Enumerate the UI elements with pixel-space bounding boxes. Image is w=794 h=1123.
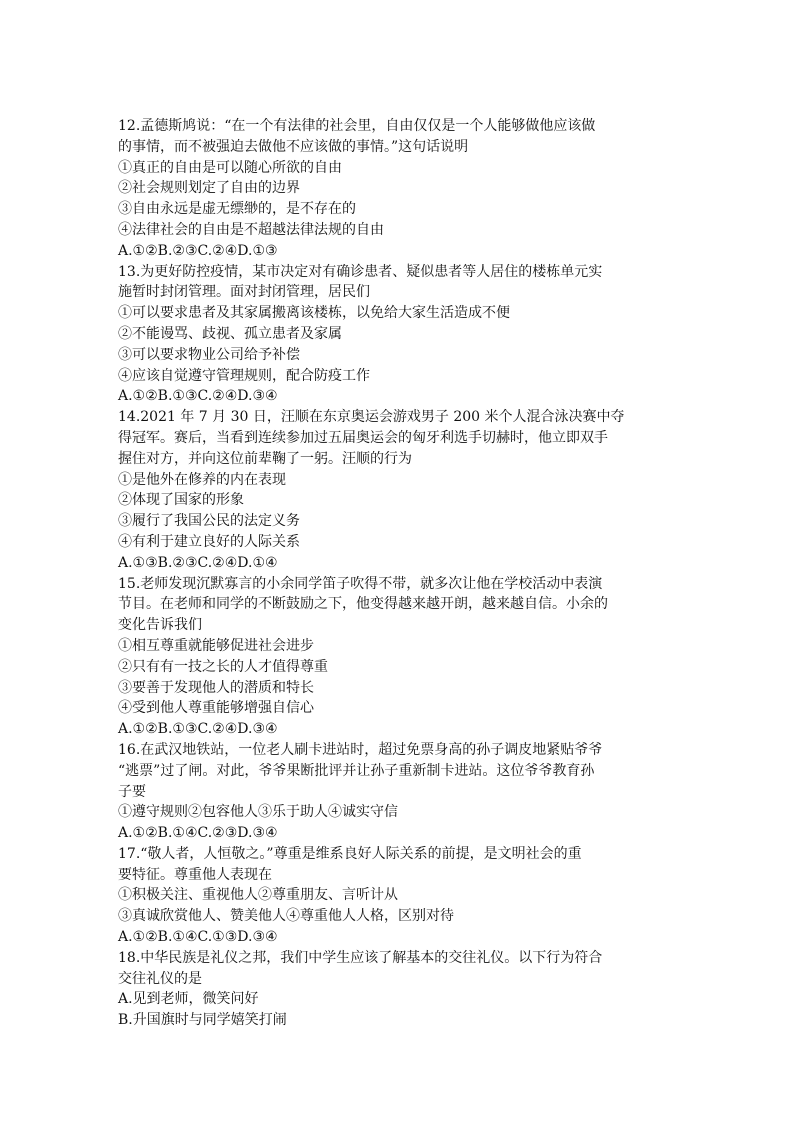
question-14-option-1: ①是他外在修养的内在表现 (118, 471, 286, 488)
question-14-answers: A.①③B.②③C.②④D.①④ (118, 554, 278, 571)
question-12-stem-line-2: 的事情，而不被强迫去做他不应该做的事情。”这句话说明 (118, 138, 469, 155)
question-12-option-1: ①真正的自由是可以随心所欲的自由 (118, 159, 342, 176)
question-12-option-2: ②社会规则划定了自由的边界 (118, 180, 300, 197)
question-15 (118, 574, 678, 740)
question-14-stem-line-1: 14.2021 年 7 月 30 日，汪顺在东京奥运会游戏男子 200 米个人混合泳决赛中夺 (118, 409, 625, 426)
question-17-stem-line-1: 17.“敬人者，人恒敬之。”尊重是维系良好人际关系的前提，是文明社会的重 (118, 845, 582, 862)
question-13-option-2: ②不能谩骂、歧视、孤立患者及家属 (118, 325, 342, 342)
question-15-stem-line-3: 变化告诉我们 (118, 617, 202, 634)
question-14-option-3: ③履行了我国公民的法定义务 (118, 513, 300, 530)
question-12-answers: A.①②B.②③C.②④D.①③ (118, 242, 278, 259)
question-13-option-3: ③可以要求物业公司给予补偿 (118, 346, 300, 363)
question-13 (118, 262, 678, 408)
question-12 (118, 116, 678, 262)
question-16-option-1: ①遵守规则②包容他人③乐于助人④诚实守信 (118, 804, 398, 821)
question-18-stem-line-2: 交往礼仪的是 (118, 970, 202, 987)
question-17-option-1: ①积极关注、重视他人②尊重朋友、言听计从 (118, 887, 398, 904)
question-15-option-1: ①相互尊重就能够促进社会进步 (118, 637, 314, 654)
question-15-option-4: ④受到他人尊重能够增强自信心 (118, 700, 314, 717)
question-18 (118, 948, 678, 1031)
question-14-option-2: ②体现了国家的形象 (118, 492, 244, 509)
question-14 (118, 407, 678, 573)
question-15-stem-line-1: 15.老师发现沉默寡言的小余同学笛子吹得不带，就多次让他在学校活动中表演 (118, 575, 603, 592)
question-13-stem-line-2: 施暂时封闭管理。面对封闭管理，居民们 (118, 284, 370, 301)
question-16-answers: A.①②B.①④C.②③D.③④ (118, 825, 278, 842)
question-15-stem-line-2: 节目。在老师和同学的不断鼓励之下，他变得越来越开朗，越来越自信。小余的 (118, 596, 608, 613)
question-18-option-a: A.见到老师，微笑问好 (118, 991, 259, 1008)
question-13-stem-line-1: 13.为更好防控疫情，某市决定对有确诊患者、疑似患者等人居住的楼栋单元实 (118, 263, 603, 280)
question-17-option-2: ③真诚欣赏他人、赞美他人④尊重他人人格，区别对待 (118, 908, 454, 925)
question-16 (118, 740, 678, 844)
question-13-answers: A.①②B.①③C.②④D.③④ (118, 388, 278, 405)
question-15-option-3: ③要善于发现他人的潜质和特长 (118, 679, 314, 696)
question-17 (118, 844, 678, 948)
question-18-stem-line-1: 18.中华民族是礼仪之邦，我们中学生应该了解基本的交往礼仪。以下行为符合 (118, 949, 603, 966)
question-13-option-1: ①可以要求患者及其家属搬离该楼栋，以免给大家生活造成不便 (118, 305, 510, 322)
question-16-stem-line-3: 子要 (118, 783, 146, 800)
question-12-stem-line-1: 12.孟德斯鸠说：“在一个有法律的社会里，自由仅仅是一个人能够做他应该做 (118, 118, 596, 134)
question-14-stem-line-3: 握住对方，并向这位前辈鞠了一躬。汪顺的行为 (118, 450, 412, 467)
question-16-stem-line-2: “逃票”过了闸。对此，爷爷果断批评并让孙子重新制卡进站。这位爷爷教育孙 (118, 762, 595, 779)
question-14-option-4: ④有利于建立良好的人际关系 (118, 533, 300, 550)
question-13-option-4: ④应该自觉遵守管理规则，配合防疫工作 (118, 367, 370, 384)
question-17-stem-line-2: 要特征。尊重他人表现在 (118, 866, 272, 883)
question-15-answers: A.①②B.①③C.②④D.③④ (118, 721, 278, 738)
question-16-stem-line-1: 16.在武汉地铁站，一位老人刷卡进站时，超过免票身高的孙子调皮地紧贴爷爷 (118, 741, 603, 758)
question-12-option-4: ④法律社会的自由是不超越法律法规的自由 (118, 221, 384, 238)
question-17-answers: A.①②B.①④C.①③D.③④ (118, 929, 278, 946)
document-page (118, 116, 678, 1031)
question-12-option-3: ③自由永远是虚无缥缈的，是不存在的 (118, 201, 356, 218)
question-14-stem-line-2: 得冠军。赛后，当看到连续参加过五届奥运会的匈牙利选手切赫时，他立即双手 (118, 429, 608, 446)
question-18-option-b: B.升国旗时与同学嬉笑打闹 (118, 1012, 287, 1029)
question-15-option-2: ②只有有一技之长的人才值得尊重 (118, 658, 328, 675)
